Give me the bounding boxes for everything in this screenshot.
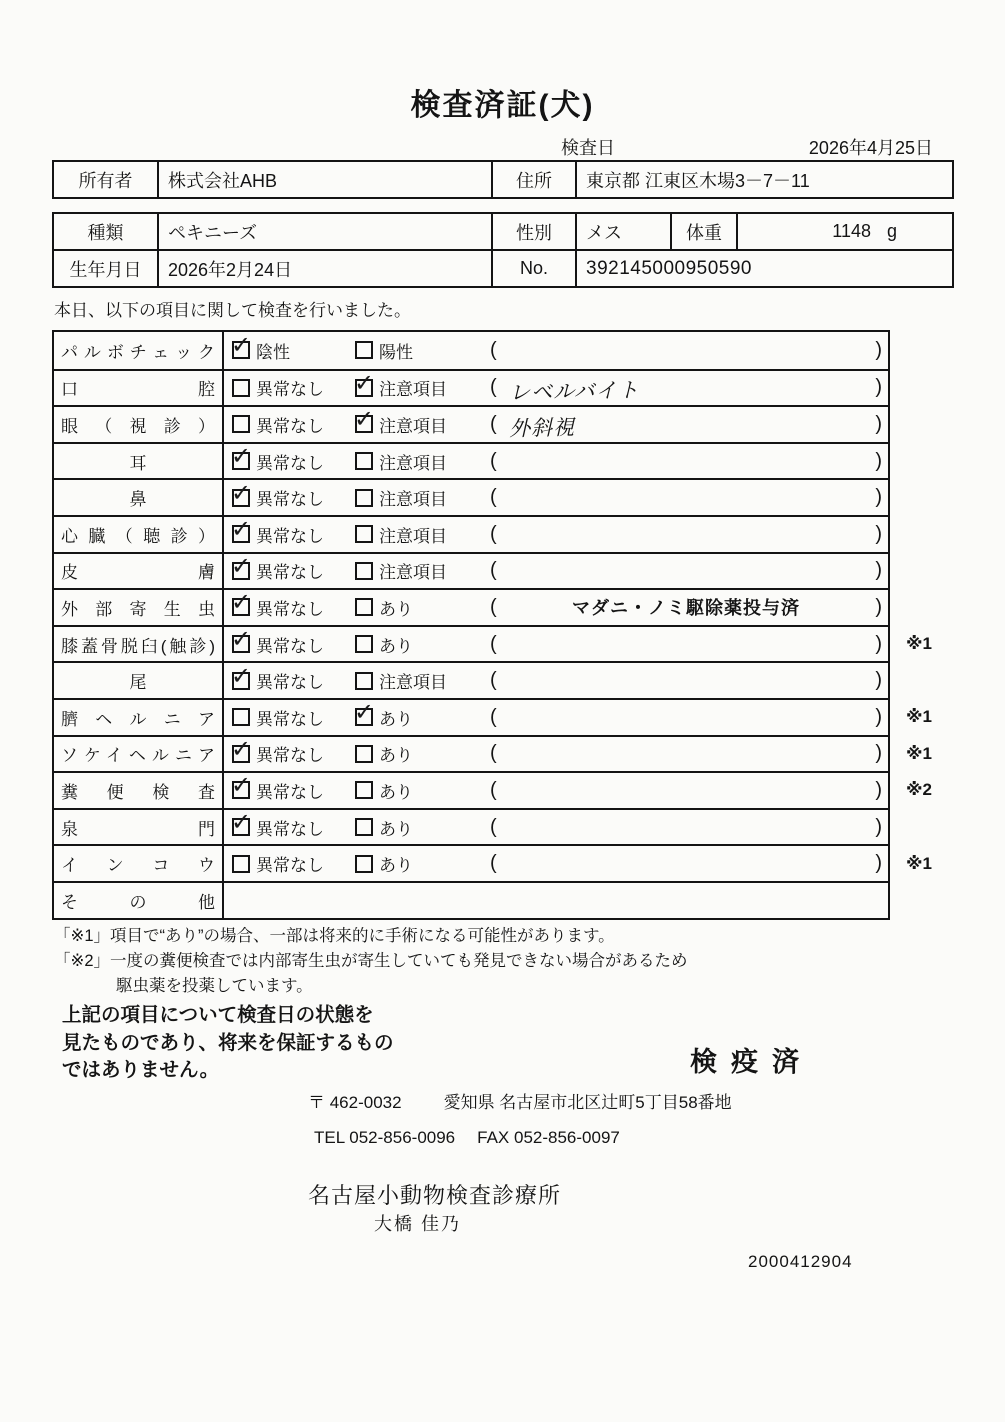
paren-open: ( [490,742,497,765]
checklist-row [54,515,888,552]
paren-close: ) [875,705,882,728]
footnotes [54,924,688,998]
footnote-mark: ※1 [906,634,932,654]
checklist-row [54,478,888,515]
breed-row [54,214,952,249]
checked-checkbox [355,708,373,726]
checklist-item-label [54,590,224,625]
paren-open: ( [490,815,497,838]
checked-checkbox [355,415,373,433]
checkbox [355,598,373,616]
footnote-mark: ※1 [906,853,932,873]
option-label: 異常なし [256,746,324,766]
option-opt1 [224,449,355,474]
checklist-row [54,771,932,808]
result-field [490,450,888,473]
footnote-mark: ※2 [906,780,932,800]
checklist-item-label [54,407,224,442]
quarantine-stamp: 検疫済 [690,1047,813,1077]
checklist-row [54,698,932,735]
checklist-row-body [224,627,888,662]
paren-open: ( [490,338,497,361]
option-opt1 [224,851,355,876]
result-note: マダニ・ノミ駆除薬投与済 [572,598,800,619]
paren-open: ( [490,559,497,582]
option-label: 異常なし [256,819,324,839]
pet-info-table [52,212,954,288]
paren-close: ) [875,632,882,655]
checkbox [355,672,373,690]
checked-checkbox [232,598,250,616]
checklist-row [54,405,888,442]
option-opt2 [355,485,490,510]
checkbox [355,745,373,763]
result-field [490,742,888,765]
footnote-2: 「※2」一度の糞便検査では内部寄生虫が寄生していても発見できない場合があるため [54,951,688,970]
option-opt2 [355,412,490,437]
checkbox [355,635,373,653]
postal-code: 〒 462-0032 [308,1093,402,1112]
option-label: あり [379,746,413,766]
paren-close: ) [875,376,882,399]
paren-open: ( [490,852,497,875]
checklist-item-label-text: インコウ [61,856,215,876]
result-note: レベルバイト [508,377,640,405]
page-title: 検査済証(犬) [410,89,595,122]
checklist-item-label-text: 鼻 [129,490,147,510]
checklist-row-body [224,444,888,479]
checklist-row [54,625,932,662]
checklist-item-label-text: 心臓（聴診） [61,526,215,546]
disclaimer-line-1: 上記の項目について検査日の状態を [62,1004,374,1026]
option-opt1 [224,741,355,766]
weight-value: 1148 [832,221,871,241]
option-opt1 [224,668,355,693]
result-field [490,559,888,582]
paren-close: ) [875,595,882,618]
checked-checkbox [232,818,250,836]
inspection-date-value: 2026年4月25日 [808,138,933,158]
checkbox [355,525,373,543]
option-label: 注意項目 [379,490,447,510]
option-label: 異常なし [256,526,324,546]
paren-open: ( [490,595,497,618]
checklist-row-body [224,737,888,772]
option-opt2 [355,632,490,657]
inspection-date-row [561,134,933,160]
checklist-row [54,369,888,406]
checklist-item-label-text: 眼（視診） [61,416,215,436]
sex-value: メス [575,214,670,249]
birth-value: 2026年2月24日 [157,251,491,286]
checklist-row [54,552,888,589]
checked-checkbox [232,781,250,799]
footnote-1: 「※1」項目で“あり”の場合、一部は将来的に手術になる可能性があります。 [54,927,615,945]
checklist-item-label [54,480,224,515]
weight-unit: g [886,221,897,241]
paren-open: ( [490,376,497,399]
clinic-fax: FAX 052-856-0097 [477,1128,620,1147]
checklist-row [54,881,888,918]
option-opt2 [355,741,490,766]
result-field [490,409,888,442]
checklist-item-label-text: 外部寄生虫 [61,599,215,619]
paren-open: ( [490,632,497,655]
paren-close: ) [875,742,882,765]
checked-checkbox [232,341,250,359]
result-field [490,594,888,620]
option-label: 異常なし [256,782,324,802]
checkbox [355,781,373,799]
checkbox [355,452,373,470]
footnote-2-continuation: 駆虫薬を投薬しています。 [116,976,313,995]
option-label: 陽性 [379,342,413,362]
paren-close: ) [875,778,882,801]
checklist-row-body [224,846,888,881]
paren-close: ) [875,815,882,838]
checkbox [232,379,250,397]
checklist-item-label-text: パルボチェック [61,342,215,362]
checklist-row-body [224,663,888,698]
result-field [490,339,888,362]
checklist-row-body [224,700,888,735]
checklist-item-label-text: 泉門 [61,819,215,839]
result-field [490,373,888,403]
option-opt1 [224,595,355,620]
option-opt1 [224,485,355,510]
checklist-row [54,844,932,881]
checklist-item-label [54,773,224,808]
option-opt2 [355,375,490,400]
option-opt1 [224,705,355,730]
breed-label: 種類 [87,222,124,243]
checklist-item-label-text: ソケイヘルニア [61,746,215,766]
paren-open: ( [490,486,497,509]
checklist-item-label-text: 糞便検査 [61,782,215,802]
result-field [490,633,888,656]
checklist-item-label [54,371,224,406]
paren-close: ) [875,338,882,361]
checklist-row [54,332,888,369]
option-opt2 [355,851,490,876]
checklist-item-label-text: 膝蓋骨脱臼(触診) [61,636,215,656]
option-label: 異常なし [256,599,324,619]
checklist-item-label-text: 口腔 [61,380,215,400]
option-opt1 [224,558,355,583]
checklist-item-label [54,332,224,369]
checklist-row-body [224,332,888,369]
option-opt2 [355,595,490,620]
checklist-item-label [54,554,224,589]
address-label: 住所 [491,162,575,197]
checklist-row-body [224,480,888,515]
sex-label: 性別 [491,214,575,249]
checkbox [355,818,373,836]
option-label: 異常なし [256,380,324,400]
checklist-item-label [54,810,224,845]
option-opt2 [355,449,490,474]
checklist-item-label [54,444,224,479]
checklist-row [54,808,888,845]
paren-open: ( [490,778,497,801]
footnote-mark: ※1 [906,707,932,727]
checkbox [355,341,373,359]
option-label: あり [379,782,413,802]
result-field [490,852,888,875]
option-label: あり [379,636,413,656]
clinic-address: 愛知県 名古屋市北区辻町5丁目58番地 [443,1093,732,1112]
intro-text: 本日、以下の項目に関して検査を行いました。 [54,301,411,320]
option-label: 陰性 [256,342,290,362]
checklist-row-body [224,883,888,918]
option-label: 異常なし [256,636,324,656]
option-label: 異常なし [256,709,324,729]
checkbox [232,415,250,433]
option-label: 異常なし [256,673,324,693]
paren-open: ( [490,669,497,692]
address-value: 東京都 江東区木場3－7－11 [575,162,952,197]
checklist-item-label [54,700,224,735]
result-field [490,706,888,729]
checked-checkbox [355,379,373,397]
result-field [490,486,888,509]
checklist-row-body [224,590,888,625]
option-opt2 [355,815,490,840]
birth-label: 生年月日 [69,259,142,280]
checklist-row-body [224,554,888,589]
weight-cell [736,214,952,249]
checklist-row [54,735,932,772]
checklist-row [54,588,888,625]
paren-open: ( [490,449,497,472]
checklist-row-body [224,517,888,552]
option-opt2 [355,705,490,730]
clinic-phone-line [314,1128,620,1148]
result-field [490,523,888,546]
birth-row [54,249,952,286]
owner-value: 株式会社AHB [157,162,491,197]
owner-row [54,162,952,197]
result-note: 外斜視 [508,415,575,442]
disclaimer-line-3: ではありません。 [62,1059,220,1082]
paren-open: ( [490,705,497,728]
clinic-tel: TEL 052-856-0096 [314,1128,456,1147]
checklist-item-label-text: 皮膚 [61,563,215,583]
option-label: 異常なし [256,416,324,436]
option-opt2 [355,778,490,803]
option-label: あり [379,819,413,839]
owner-label: 所有者 [78,170,133,191]
option-label: 注意項目 [379,526,447,546]
checklist-item-label [54,627,224,662]
option-label: 注意項目 [379,453,447,473]
checklist-item-label [54,883,224,918]
checklist-item-label [54,737,224,772]
clinic-name: 名古屋小動物検査診療所 [308,1183,562,1208]
option-label: 注意項目 [379,380,447,400]
checklist-item-label [54,663,224,698]
no-value: 392145000950590 [575,251,952,286]
checked-checkbox [232,745,250,763]
option-label: 異常なし [256,856,324,876]
checkbox [355,562,373,580]
result-field [490,779,888,802]
checklist-item-label-text: 耳 [129,453,147,473]
paren-close: ) [875,522,882,545]
weight-label: 体重 [670,214,736,249]
result-field [490,816,888,839]
checkbox [232,855,250,873]
option-label: 注意項目 [379,673,447,693]
paren-close: ) [875,669,882,692]
option-opt1 [224,778,355,803]
option-label: 異常なし [256,490,324,510]
option-label: 注意項目 [379,416,447,436]
checked-checkbox [232,635,250,653]
checked-checkbox [232,525,250,543]
checklist-table [52,330,932,920]
paren-close: ) [875,412,882,435]
checklist-item-label [54,517,224,552]
no-label: No. [491,251,575,286]
checked-checkbox [232,672,250,690]
veterinarian-name: 大橋 佳乃 [374,1214,462,1234]
checked-checkbox [232,562,250,580]
checked-checkbox [232,452,250,470]
result-field [490,669,888,692]
disclaimer-text [62,1002,394,1085]
paren-close: ) [875,486,882,509]
checklist-row-body [224,810,888,845]
option-opt2 [355,558,490,583]
clinic-address-line [308,1088,732,1113]
checklist-item-label [54,846,224,881]
option-label: 注意項目 [379,563,447,583]
paren-open: ( [490,522,497,545]
checklist-row [54,661,888,698]
option-label: あり [379,599,413,619]
option-label: あり [379,856,413,876]
checkbox [232,708,250,726]
paren-open: ( [490,412,497,435]
option-label: 異常なし [256,453,324,473]
checklist-item-label-text: 臍ヘルニア [61,709,215,729]
option-opt2 [355,522,490,547]
option-opt1 [224,338,355,363]
option-opt2 [355,338,490,363]
option-opt1 [224,375,355,400]
option-label: 異常なし [256,563,324,583]
breed-value: ペキニーズ [157,214,491,249]
paren-close: ) [875,559,882,582]
option-opt1 [224,412,355,437]
paren-close: ) [875,449,882,472]
owner-info-table [52,160,954,199]
checkbox [355,855,373,873]
disclaimer-line-2: 見たものであり、将来を保証するもの [62,1031,394,1054]
option-opt1 [224,632,355,657]
checkbox [355,489,373,507]
option-opt1 [224,815,355,840]
checklist-item-label-text: その他 [61,892,215,912]
serial-number: 2000412904 [748,1252,853,1271]
checklist-row-body [224,407,888,442]
option-opt2 [355,668,490,693]
option-label: あり [379,709,413,729]
checklist-row-body [224,773,888,808]
checklist-row-body [224,371,888,406]
checklist-row [54,442,888,479]
paren-close: ) [875,852,882,875]
checklist-item-label-text: 尾 [129,673,147,693]
footnote-mark: ※1 [906,743,932,763]
inspection-date-label: 検査日 [561,138,615,158]
checked-checkbox [232,489,250,507]
option-opt1 [224,522,355,547]
